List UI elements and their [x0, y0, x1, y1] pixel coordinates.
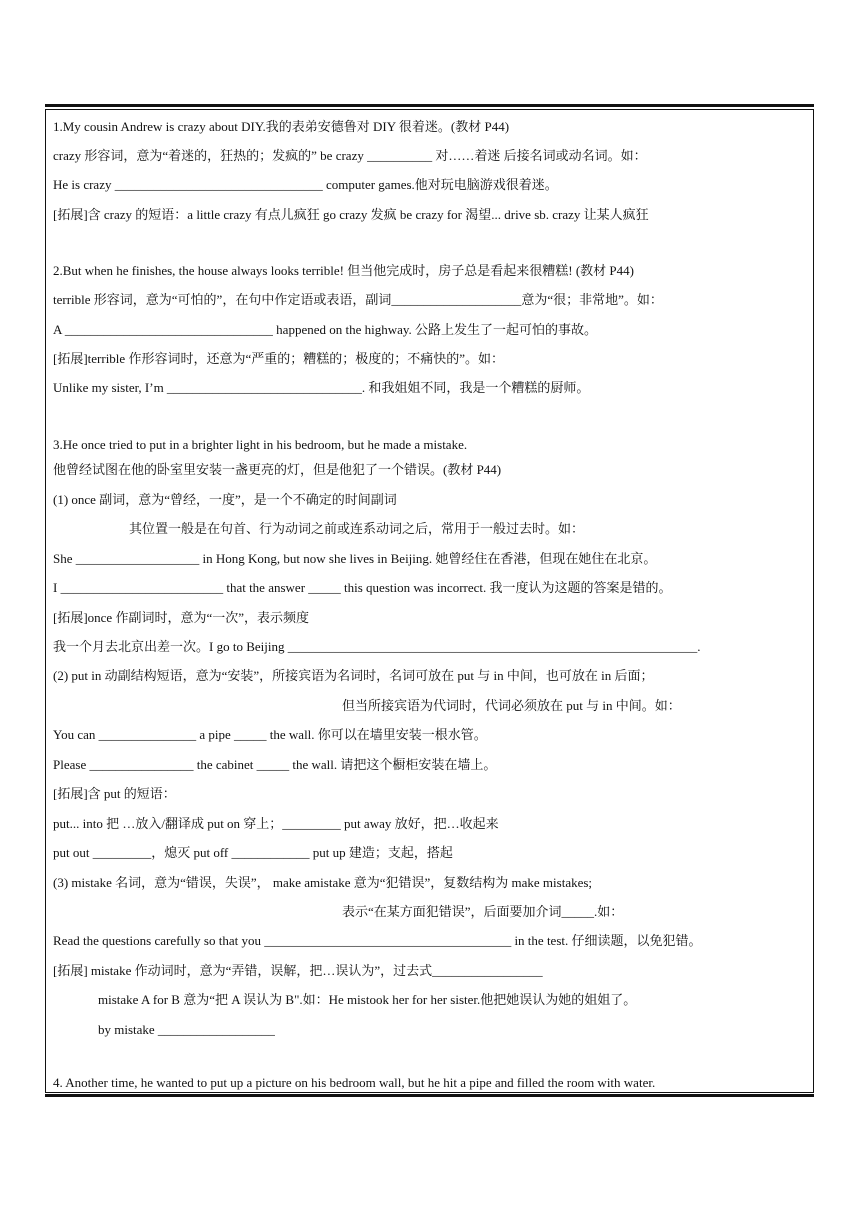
text-line: terrible 形容词，意为“可怕的”，在句中作定语或表语，副词____________________意为“很；非常地”。如：	[53, 292, 663, 307]
text-line: 我一个月去北京出差一次。I go to Beijing _______________________________________________________________.	[53, 639, 701, 654]
text-line: [拓展]含 put 的短语：	[53, 786, 176, 801]
text-line: Read the questions carefully so that you ______________________________________ in the test. 仔细读题，以免犯错。	[53, 933, 702, 948]
left-border	[45, 109, 46, 1093]
text-line: Unlike my sister, I’m ______________________________. 和我姐姐不同，我是一个糟糕的厨师。	[53, 380, 590, 395]
text-line: [拓展]含 crazy 的短语：a little crazy 有点儿疯狂 go crazy 发疯 be crazy for 渴望... drive sb. crazy 让某人疯狂	[53, 207, 649, 222]
top-rule-thin	[45, 109, 814, 110]
text-line: 但当所接宾语为代词时，代词必须放在 put 与 in 中间。如：	[342, 698, 681, 713]
text-line: crazy 形容词，意为“着迷的，狂热的；发疯的” be crazy __________ 对……着迷 后接名词或动名词。如：	[53, 148, 647, 163]
top-rule	[45, 104, 814, 107]
text-line: 3.He once tried to put in a brighter light in his bedroom, but he made a mistake.	[53, 437, 468, 452]
text-line: 4. Another time, he wanted to put up a picture on his bedroom wall, but he hit a pipe and filled the room with water.	[53, 1075, 656, 1090]
bottom-rule-thin	[45, 1092, 814, 1093]
document-frame	[45, 104, 814, 1097]
text-line: 其位置一般是在句首、行为动词之前或连系动词之后，常用于一般过去时。如：	[129, 521, 585, 536]
text-line: (2) put in 动副结构短语，意为“安装”，所接宾语为名词时，名词可放在 put 与 in 中间，也可放在 in 后面；	[53, 668, 654, 683]
text-line: [拓展]once 作副词时，意为“一次”，表示频度	[53, 610, 309, 625]
text-line: 他曾经试图在他的卧室里安装一盏更亮的灯，但是他犯了一个错误。(教材 P44)	[53, 462, 502, 477]
text-line: [拓展] mistake 作动词时，意为“弄错，误解，把…误认为”，过去式_________________	[53, 963, 543, 978]
text-line: A ________________________________ happened on the highway. 公路上发生了一起可怕的事故。	[53, 322, 598, 337]
text-line: mistake A for B 意为“把 A 误认为 B".如：He mistook her for her sister.他把她误认为她的姐姐了。	[98, 992, 637, 1007]
right-border	[813, 109, 814, 1093]
text-line: 表示“在某方面犯错误”，后面要加介词_____.如：	[342, 904, 624, 919]
text-line: Please ________________ the cabinet _____ the wall. 请把这个橱柜安装在墙上。	[53, 757, 497, 772]
text-line: I _________________________ that the answer _____ this question was incorrect. 我一度认为这题的答案是错的。	[53, 580, 672, 595]
text-line: [拓展]terrible 作形容词时，还意为“严重的；糟糕的；极度的；不痛快的”。如：	[53, 351, 504, 366]
text-line: put out _________，熄灭 put off ____________ put up 建造；支起，搭起	[53, 845, 453, 860]
text-line: 2.But when he finishes, the house always looks terrible! 但当他完成时，房子总是看起来很糟糕! (教材 P44)	[53, 263, 634, 278]
text-line: He is crazy ________________________________ computer games.他对玩电脑游戏很着迷。	[53, 177, 558, 192]
text-line: put... into 把 …放入/翻译成 put on 穿上；_________ put away 放好，把…收起来	[53, 816, 499, 831]
bottom-rule	[45, 1094, 814, 1097]
text-line: (3) mistake 名词，意为“错误，失误”， make amistake 意为“犯错误”，复数结构为 make mistakes;	[53, 875, 593, 890]
text-line: You can _______________ a pipe _____ the wall. 你可以在墙里安装一根水管。	[53, 727, 487, 742]
text-line: (1) once 副词，意为“曾经，一度”，是一个不确定的时间副词	[53, 492, 397, 507]
text-line: by mistake __________________	[98, 1022, 275, 1037]
text-line: 1.My cousin Andrew is crazy about DIY.我的表弟安德鲁对 DIY 很着迷。(教材 P44)	[53, 119, 510, 134]
text-line: She ___________________ in Hong Kong, but now she lives in Beijing. 她曾经住在香港，但现在她住在北京。	[53, 551, 657, 566]
